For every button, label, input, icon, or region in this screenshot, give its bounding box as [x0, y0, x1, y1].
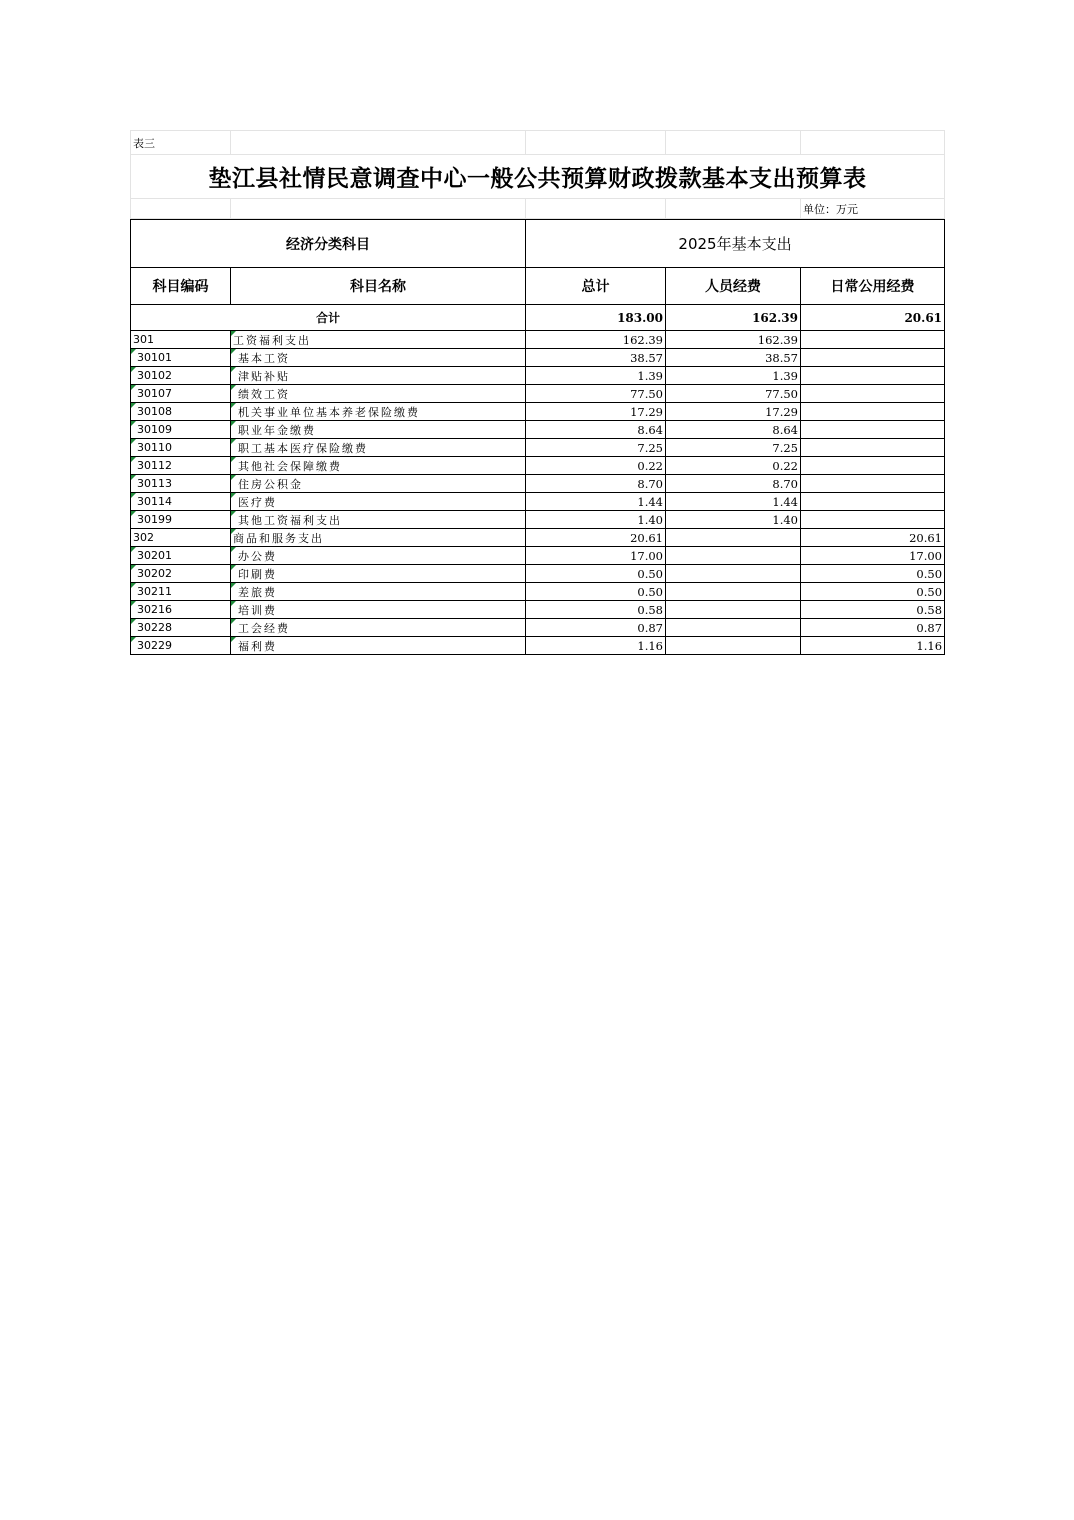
row-name: [231, 421, 526, 439]
row-code-text: 30101: [137, 351, 172, 364]
row-public: [801, 637, 945, 655]
budget-rows: [131, 331, 945, 655]
row-code-text: 30112: [137, 459, 172, 472]
total-row: [131, 305, 945, 331]
row-public: [801, 475, 945, 493]
header-year-group: 2025年基本支出: [526, 220, 945, 268]
row-code: [131, 637, 231, 655]
row-personnel-text: 38.57: [765, 350, 798, 365]
row-name-text: 住房公积金: [238, 477, 303, 491]
row-name-text: 其他工资福利支出: [238, 513, 342, 527]
text-format-flag-icon: [131, 439, 136, 444]
row-total-text: 20.61: [630, 530, 663, 545]
table-row: [131, 493, 945, 511]
row-total: [526, 385, 666, 403]
row-code-text: 30202: [137, 567, 172, 580]
row-code: [131, 565, 231, 583]
row-total: [526, 511, 666, 529]
row-code-text: 30110: [137, 441, 172, 454]
row-total-text: 17.00: [630, 548, 663, 563]
text-format-flag-icon: [131, 565, 136, 570]
row-total: [526, 637, 666, 655]
row-public-text: 0.50: [916, 584, 943, 599]
row-name-text: 培训费: [238, 603, 277, 617]
row-public: [801, 511, 945, 529]
row-public: [801, 547, 945, 565]
row-name-text: 绩效工资: [238, 387, 290, 401]
row-total: [526, 493, 666, 511]
header-name: 科目名称: [231, 268, 526, 305]
row-name-text: 工资福利支出: [233, 333, 311, 347]
table-row: [131, 565, 945, 583]
row-public: [801, 583, 945, 601]
row-personnel-text: 17.29: [765, 404, 798, 419]
row-public: [801, 529, 945, 547]
text-format-flag-icon: [231, 511, 236, 516]
row-public: [801, 565, 945, 583]
row-name: [231, 583, 526, 601]
row-total: [526, 439, 666, 457]
row-personnel: [666, 547, 801, 565]
row-total-text: 162.39: [622, 332, 663, 347]
row-code: [131, 349, 231, 367]
row-personnel: [666, 331, 801, 349]
row-name-text: 工会经费: [238, 621, 290, 635]
row-name: [231, 565, 526, 583]
row-public: [801, 457, 945, 475]
row-personnel: [666, 475, 801, 493]
row-public-text: 20.61: [909, 530, 943, 545]
row-total-text: 1.44: [637, 494, 663, 509]
text-format-flag-icon: [231, 457, 236, 462]
row-total: [526, 529, 666, 547]
row-name: [231, 367, 526, 385]
row-code: [131, 619, 231, 637]
header-personnel: 人员经费: [666, 268, 801, 305]
row-name: [231, 637, 526, 655]
row-personnel-text: 162.39: [757, 332, 798, 347]
row-code: [131, 457, 231, 475]
text-format-flag-icon: [231, 547, 236, 552]
row-name-text: 基本工资: [238, 351, 290, 365]
row-total: [526, 601, 666, 619]
row-code-text: 30229: [137, 639, 172, 652]
row-public: [801, 403, 945, 421]
text-format-flag-icon: [131, 619, 136, 624]
row-personnel-text: 7.25: [772, 440, 798, 455]
row-total-text: 0.50: [637, 584, 663, 599]
row-total: [526, 457, 666, 475]
row-public-text: 0.50: [916, 566, 943, 581]
row-total-text: 38.57: [630, 350, 663, 365]
row-personnel: [666, 601, 801, 619]
text-format-flag-icon: [231, 637, 236, 642]
text-format-flag-icon: [231, 403, 236, 408]
row-public: [801, 493, 945, 511]
table-row: [131, 331, 945, 349]
text-format-flag-icon: [231, 421, 236, 426]
row-personnel-text: 8.64: [772, 422, 798, 437]
row-personnel-text: 1.44: [772, 494, 798, 509]
row-personnel-text: 8.70: [772, 476, 798, 491]
row-code: [131, 475, 231, 493]
row-personnel: [666, 583, 801, 601]
header-public: 日常公用经费: [801, 268, 945, 305]
table-row: [131, 421, 945, 439]
page-title: 垫江县社情民意调查中心一般公共预算财政拨款基本支出预算表: [131, 155, 945, 199]
row-name-text: 福利费: [238, 639, 277, 653]
row-total: [526, 565, 666, 583]
row-public-text: 0.58: [916, 602, 943, 617]
text-format-flag-icon: [131, 385, 136, 390]
row-name-text: 差旅费: [238, 585, 277, 599]
header-code: 科目编码: [131, 268, 231, 305]
text-format-flag-icon: [131, 511, 136, 516]
row-code-text: 30108: [137, 405, 172, 418]
row-code-text: 30114: [137, 495, 172, 508]
row-name: [231, 601, 526, 619]
row-code: [131, 403, 231, 421]
text-format-flag-icon: [231, 385, 236, 390]
row-name: [231, 457, 526, 475]
row-personnel-text: 1.39: [772, 368, 798, 383]
row-code-text: 30228: [137, 621, 172, 634]
row-total-text: 0.22: [637, 458, 663, 473]
table-row: [131, 349, 945, 367]
table-row: [131, 457, 945, 475]
row-name: [231, 511, 526, 529]
row-name: [231, 493, 526, 511]
row-public: [801, 349, 945, 367]
text-format-flag-icon: [131, 421, 136, 426]
row-public-text: 1.16: [916, 638, 943, 653]
row-code-text: 30199: [137, 513, 172, 526]
table-row: [131, 367, 945, 385]
row-total-text: 77.50: [630, 386, 663, 401]
table-row: [131, 547, 945, 565]
text-format-flag-icon: [131, 583, 136, 588]
row-name-text: 机关事业单位基本养老保险缴费: [238, 405, 420, 419]
table-row: [131, 529, 945, 547]
text-format-flag-icon: [131, 457, 136, 462]
row-public: [801, 619, 945, 637]
text-format-flag-icon: [131, 637, 136, 642]
text-format-flag-icon: [131, 493, 136, 498]
row-code-text: 30201: [137, 549, 172, 562]
table-row: [131, 439, 945, 457]
budget-table: [130, 219, 945, 655]
total-public: 20.61: [801, 305, 945, 331]
total-label: 合计: [131, 305, 526, 331]
row-code: [131, 547, 231, 565]
row-total: [526, 331, 666, 349]
row-total-text: 1.16: [637, 638, 663, 653]
row-code-text: 302: [133, 531, 154, 544]
row-code: [131, 529, 231, 547]
row-total-text: 8.70: [637, 476, 663, 491]
row-total-text: 0.58: [637, 602, 663, 617]
row-public: [801, 601, 945, 619]
row-name: [231, 547, 526, 565]
text-format-flag-icon: [231, 331, 236, 336]
table-row: [131, 385, 945, 403]
table-row: [131, 403, 945, 421]
row-total: [526, 367, 666, 385]
row-public-text: 17.00: [909, 548, 943, 563]
text-format-flag-icon: [231, 565, 236, 570]
row-public: [801, 367, 945, 385]
row-name: [231, 403, 526, 421]
row-code-text: 30216: [137, 603, 172, 616]
row-total-text: 17.29: [630, 404, 663, 419]
row-personnel: [666, 619, 801, 637]
text-format-flag-icon: [131, 547, 136, 552]
text-format-flag-icon: [231, 583, 236, 588]
row-name: [231, 529, 526, 547]
row-total-text: 0.87: [637, 620, 663, 635]
row-total-text: 0.50: [637, 566, 663, 581]
row-total-text: 8.64: [637, 422, 663, 437]
row-total: [526, 583, 666, 601]
row-personnel: [666, 367, 801, 385]
row-personnel: [666, 493, 801, 511]
row-total: [526, 475, 666, 493]
row-name-text: 津贴补贴: [238, 369, 290, 383]
row-name: [231, 385, 526, 403]
text-format-flag-icon: [231, 601, 236, 606]
text-format-flag-icon: [131, 367, 136, 372]
row-name-text: 职工基本医疗保险缴费: [238, 441, 368, 455]
table-row: [131, 475, 945, 493]
row-code-text: 30107: [137, 387, 172, 400]
row-name-text: 其他社会保障缴费: [238, 459, 342, 473]
text-format-flag-icon: [231, 619, 236, 624]
row-total: [526, 349, 666, 367]
row-personnel-text: 0.22: [772, 458, 798, 473]
row-code-text: 30102: [137, 369, 172, 382]
row-total: [526, 619, 666, 637]
table-row: [131, 583, 945, 601]
table-row: [131, 511, 945, 529]
row-personnel: [666, 421, 801, 439]
row-name-text: 职业年金缴费: [238, 423, 316, 437]
row-code-text: 30113: [137, 477, 172, 490]
text-format-flag-icon: [231, 529, 236, 534]
row-name-text: 医疗费: [238, 495, 277, 509]
text-format-flag-icon: [131, 403, 136, 408]
row-name: [231, 475, 526, 493]
text-format-flag-icon: [231, 349, 236, 354]
row-public: [801, 385, 945, 403]
text-format-flag-icon: [231, 439, 236, 444]
row-code: [131, 439, 231, 457]
text-format-flag-icon: [131, 601, 136, 606]
row-name-text: 办公费: [238, 549, 277, 563]
row-personnel: [666, 565, 801, 583]
row-code: [131, 367, 231, 385]
text-format-flag-icon: [231, 475, 236, 480]
row-code-text: 301: [133, 333, 154, 346]
text-format-flag-icon: [131, 475, 136, 480]
row-name-text: 商品和服务支出: [233, 531, 324, 545]
row-total-text: 1.40: [637, 512, 663, 527]
text-format-flag-icon: [231, 493, 236, 498]
row-total: [526, 403, 666, 421]
row-total: [526, 547, 666, 565]
budget-sheet: [130, 130, 944, 655]
total-personnel: 162.39: [666, 305, 801, 331]
row-public: [801, 439, 945, 457]
row-code: [131, 331, 231, 349]
row-code-text: 30109: [137, 423, 172, 436]
table-row: [131, 601, 945, 619]
row-code: [131, 601, 231, 619]
row-name: [231, 349, 526, 367]
row-code: [131, 421, 231, 439]
text-format-flag-icon: [231, 367, 236, 372]
unit-label: 单位：万元: [801, 199, 945, 219]
row-personnel: [666, 529, 801, 547]
row-public: [801, 331, 945, 349]
row-personnel: [666, 457, 801, 475]
header-total: 总计: [526, 268, 666, 305]
row-public: [801, 421, 945, 439]
total-amount: 183.00: [526, 305, 666, 331]
row-personnel: [666, 511, 801, 529]
row-total: [526, 421, 666, 439]
sheet-header-area: [130, 130, 945, 219]
row-code: [131, 583, 231, 601]
row-code: [131, 493, 231, 511]
row-personnel-text: 77.50: [765, 386, 798, 401]
row-personnel: [666, 385, 801, 403]
table-note: 表三: [131, 131, 231, 155]
row-personnel: [666, 349, 801, 367]
row-personnel-text: 1.40: [772, 512, 798, 527]
header-econ-class: 经济分类科目: [131, 220, 526, 268]
table-row: [131, 637, 945, 655]
row-total-text: 7.25: [637, 440, 663, 455]
row-total-text: 1.39: [637, 368, 663, 383]
row-public-text: 0.87: [916, 620, 943, 635]
row-personnel: [666, 439, 801, 457]
table-row: [131, 619, 945, 637]
row-name-text: 印刷费: [238, 567, 277, 581]
row-code: [131, 385, 231, 403]
row-name: [231, 619, 526, 637]
row-personnel: [666, 403, 801, 421]
row-code-text: 30211: [137, 585, 172, 598]
row-personnel: [666, 637, 801, 655]
row-name: [231, 439, 526, 457]
row-name: [231, 331, 526, 349]
text-format-flag-icon: [131, 349, 136, 354]
row-code: [131, 511, 231, 529]
